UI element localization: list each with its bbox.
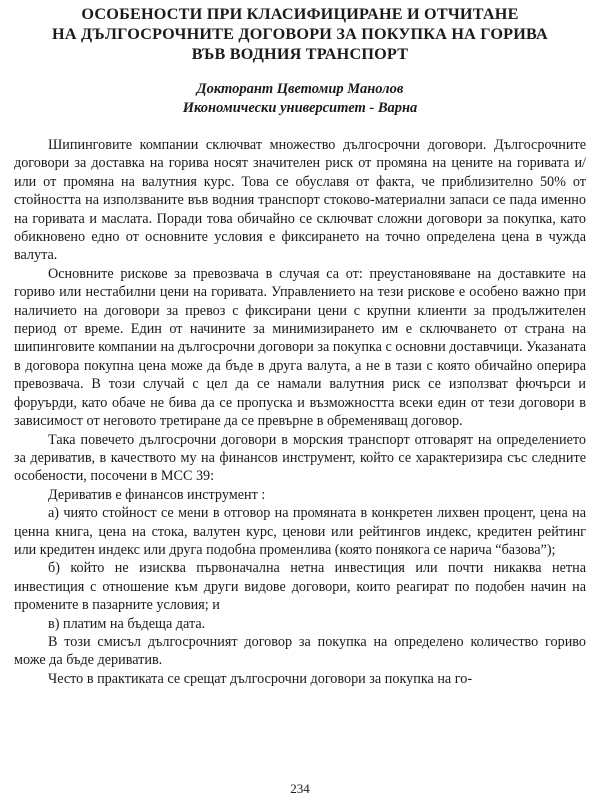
- author-name: Докторант Цветомир Манолов: [196, 81, 404, 97]
- paragraph: Шипинговите компании сключват множество дългосрочни договори. Дългосрочните договори за доставка на горива носят значителен риск от промяна на цените на горивата и/или от промяна на валутния курс. Това се обуславя от факта, че приблизително 50% от стойността на използваните във водния транспорт стоково-материални запаси се пада именно на горивата и маслата. Поради това обичайно се сключват сложни договори за покупка, като обикновено едно от основните условия е фиксирането на точно определена цена в чужда валута.: [14, 137, 586, 264]
- list-item-b: б) който не изисква първоначална нетна инвестиция или почти никаква нетна инвестиция с отношение към други видове договори, които реагират по подобен начин на промените в пазарните условия; и: [14, 560, 586, 614]
- paragraph: Основните рискове за превозвача в случая са от: преустановяване на доставките на гориво или нестабилни цени на горивата. Управлението на тези рискове е особено важно при наличието на договори за превоз с фиксирани цени с крупни клиенти за продължителен период от време. Един от начините за минимизирането им е сключването от страна на шипинговите компании на дългосрочни договори за покупка с основни доставчици. Указаната в договора покупна цена може да бъде в друга валута, а не в тази с която обичайно оперира превозвача. В този случай с цел да се намали валутния риск се използват фючърси и форуърди, като обаче не бива да се пропуска и възможността всеки един от тези договори в зависимост от неговото третиране да се превърне в обременяващ договор.: [14, 265, 586, 430]
- author-block: [14, 80, 586, 118]
- paragraph: Дериватив е финансов инструмент :: [48, 486, 266, 503]
- list-item-c: в) платим на бъдеща дата.: [48, 615, 206, 632]
- title-line-1: ОСОБЕНОСТИ ПРИ КЛАСИФИЦИРАНЕ И ОТЧИТАНЕ: [81, 5, 519, 23]
- paragraph: Често в практиката се срещат дългосрочни договори за покупка на го-: [48, 670, 473, 687]
- paragraph: Така повечето дългосрочни договори в морския транспорт отговарят на определението за дериватив, в качеството му на финансов инструмент, който се характеризира със следните особености, посочени в МСС 39:: [14, 431, 586, 485]
- author-affiliation: Икономически университет - Варна: [182, 100, 418, 116]
- list-item-a: а) чиято стойност се мени в отговор на промяната в конкретен лихвен процент, цена на ценна книга, цена на стока, валутен курс, ценови или рейтингов индекс, кредитен рейтинг или кредитен индекс или друга подобна променлива (която понякога се нарича “базова”);: [14, 505, 586, 558]
- article-title: [14, 4, 586, 64]
- paragraph: В този смисъл дългосрочният договор за покупка на определено количество гориво може да бъде дериватив.: [14, 633, 586, 669]
- title-line-3: ВЪВ ВОДНИЯ ТРАНСПОРТ: [191, 45, 409, 63]
- article-body: [14, 136, 586, 688]
- title-line-2: НА ДЪЛГОСРОЧНИТЕ ДОГОВОРИ ЗА ПОКУПКА НА ГОРИВА: [52, 25, 548, 43]
- page-number: 234: [290, 781, 310, 796]
